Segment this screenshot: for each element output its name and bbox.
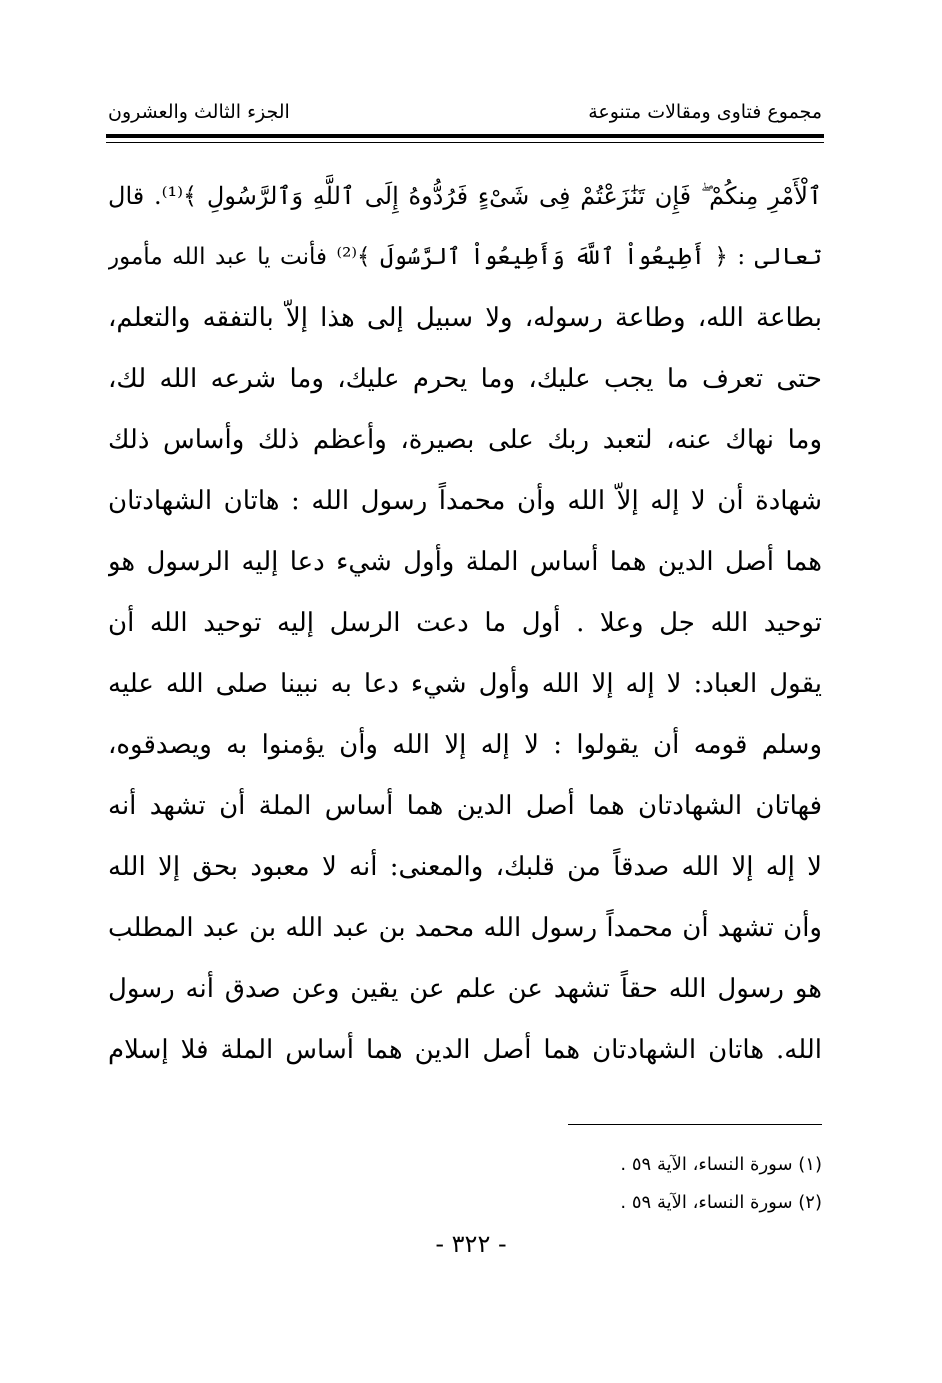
footnote-divider [568, 1124, 822, 1125]
text-line-6: شهادة أن لا إله إلاّ الله وأن محمداً رسول الله : هاتان الشهادتان [108, 486, 822, 516]
text-line-11: فهاتان الشهادتان هما أصل الدين هما أساس الملة أن تشهد أنه [108, 791, 822, 821]
text-line-1: ٱلْأَمْرِ مِنكُمْ ۖ فَإِن تَنَٰزَعْتُمْ فِى شَىْءٍ فَرُدُّوهُ إِلَى ٱللَّهِ وَٱلرَّسُولِ ﴾⁽¹⁾. قال [108, 182, 822, 210]
footnote-1: (١) سورة النساء، الآية ٥٩ . [620, 1154, 822, 1175]
text-line-12: لا إله إلا الله صدقاً من قلبك، والمعنى: أنه لا معبود بحق إلا الله [108, 852, 822, 882]
header-rule-thick [106, 134, 824, 138]
text-line-3: بطاعة الله، وطاعة رسوله، ولا سبيل إلى هذا إلاّ بالتفقه والتعلم، [108, 303, 822, 333]
text-line-4: حتى تعرف ما يجب عليك، وما يحرم عليك، وما شرعه الله لك، [108, 364, 822, 394]
header-rule-thin [106, 142, 824, 143]
text-line-7: هما أصل الدين هما أساس الملة وأول شيء دعا إليه الرسول هو [108, 547, 822, 577]
running-header [108, 94, 822, 130]
text-line-13: وأن تشهد أن محمداً رسول الله محمد بن عبد الله بن عبد المطلب [108, 913, 822, 943]
page-number: - ٣٢٢ - [435, 1230, 507, 1258]
text-line-2: تعالى : ﴿ أَطِيعُواْ ٱللَّهَ وَأَطِيعُواْ ٱلرَّسُولَ ﴾⁽²⁾ فأنت يا عبد الله مأمور [108, 244, 822, 270]
book-title: مجموع فتاوى ومقالات متنوعة [588, 101, 822, 123]
footnote-2: (٢) سورة النساء، الآية ٥٩ . [620, 1192, 822, 1213]
text-line-8: توحيد الله جل وعلا . أول ما دعت الرسل إليه توحيد الله أن [108, 608, 822, 638]
text-line-10: وسلم قومه أن يقولوا : لا إله إلا الله وأن يؤمنوا به ويصدقوه، [108, 730, 822, 760]
footnotes [400, 1146, 822, 1222]
text-line-9: يقول العباد: لا إله إلا الله وأول شيء دعا به نبينا صلى الله عليه [108, 669, 822, 699]
text-line-5: وما نهاك عنه، لتعبد ربك على بصيرة، وأعظم ذلك وأساس ذلك [108, 425, 822, 455]
text-line-14: هو رسول الله حقاً تشهد عن علم عن يقين وعن صدق أنه رسول [108, 974, 822, 1004]
text-line-15: الله. هاتان الشهادتان هما أصل الدين هما أساس الملة فلا إسلام [108, 1035, 822, 1065]
volume-label: الجزء الثالث والعشرون [108, 101, 290, 123]
main-text [108, 166, 822, 1081]
